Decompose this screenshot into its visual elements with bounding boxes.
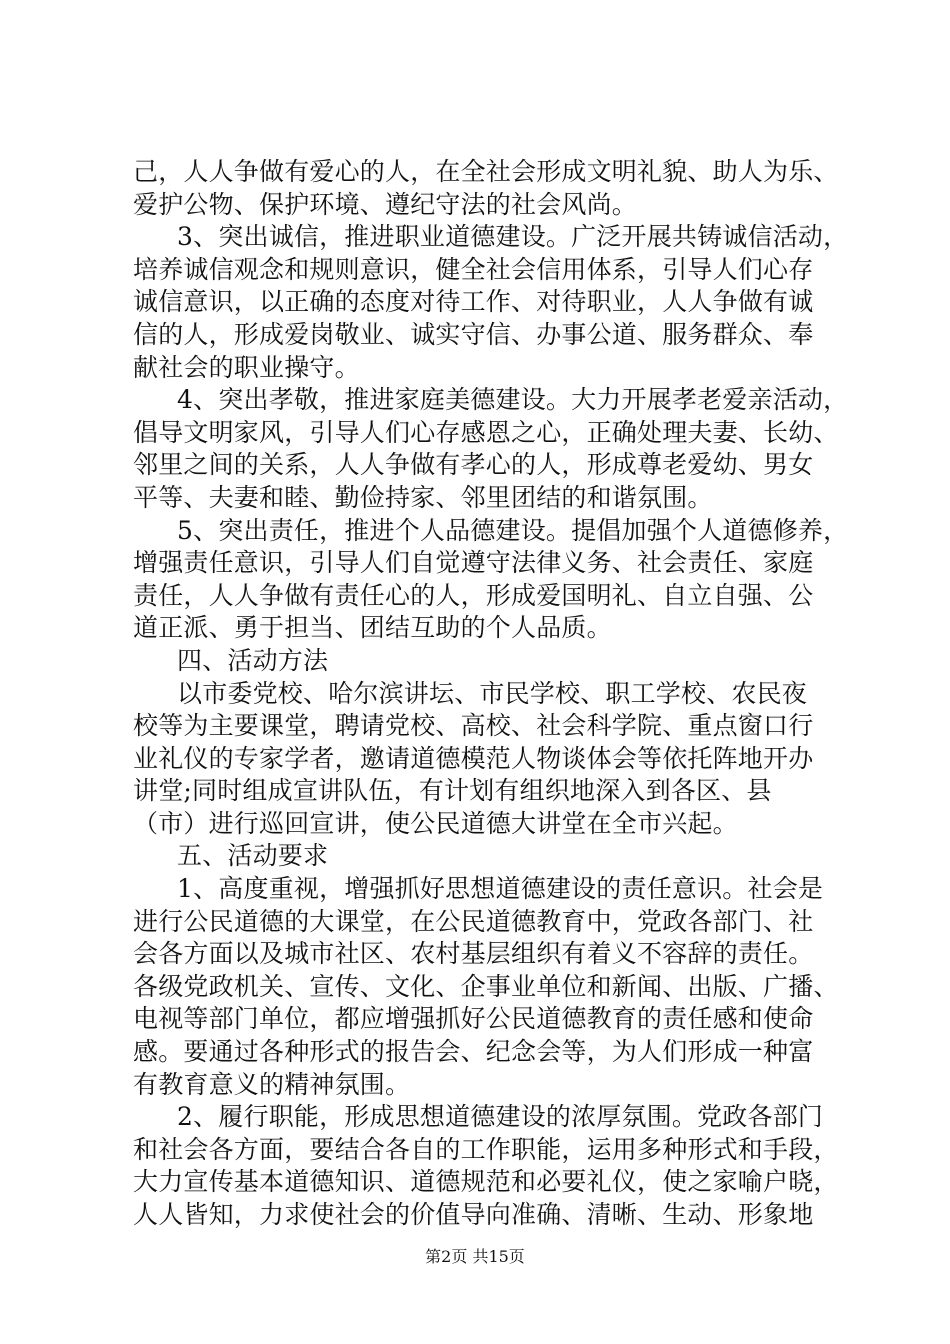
text-line: 爱护公物、保护环境、遵纪守法的社会风尚。 [133, 189, 638, 219]
text-line: 以市委党校、哈尔滨讲坛、市民学校、职工学校、农民夜 [177, 678, 808, 708]
text-line: 各级党政机关、宣传、文化、企事业单位和新闻、出版、广播、 [133, 971, 839, 1001]
document-body [133, 156, 849, 1232]
text-line: 感。要通过各种形式的报告会、纪念会等，为人们形成一种富 [133, 1037, 814, 1067]
text-line: 4、突出孝敬，推进家庭美德建设。大力开展孝老爱亲活动， [177, 385, 849, 415]
text-line: 校等为主要课堂，聘请党校、高校、社会科学院、重点窗口行 [133, 711, 814, 741]
text-line: 增强责任意识，引导人们自觉遵守法律义务、社会责任、家庭 [133, 548, 814, 578]
text-line: 讲堂;同时组成宣讲队伍，有计划有组织地深入到各区、县 [133, 776, 772, 806]
text-line: 5、突出责任，推进个人品德建设。提倡加强个人道德修养， [177, 515, 849, 545]
text-line: 业礼仪的专家学者，邀请道德模范人物谈体会等依托阵地开办 [133, 743, 814, 773]
text-line: 四、活动方法 [177, 645, 329, 675]
text-line: 诚信意识，以正确的态度对待工作、对待职业，人人争做有诚 [133, 287, 814, 317]
text-line: 会各方面以及城市社区、农村基层组织有着义不容辞的责任。 [133, 939, 814, 969]
text-line: 电视等部门单位，都应增强抓好公民道德教育的责任感和使命 [133, 1004, 814, 1034]
page-footer: 第2页 共15页 [425, 1247, 525, 1266]
text-line: 进行公民道德的大课堂，在公民道德教育中，党政各部门、社 [133, 906, 814, 936]
text-line: 五、活动要求 [177, 841, 329, 871]
text-line: 和社会各方面，要结合各自的工作职能，运用多种形式和手段， [133, 1134, 839, 1164]
text-line: 2、履行职能，形成思想道德建设的浓厚氛围。党政各部门 [177, 1102, 824, 1132]
text-line: 大力宣传基本道德知识、道德规范和必要礼仪，使之家喻户晓， [133, 1167, 839, 1197]
text-line: 平等、夫妻和睦、勤俭持家、邻里团结的和谐氛围。 [133, 482, 713, 512]
text-line: 道正派、勇于担当、团结互助的个人品质。 [133, 613, 612, 643]
text-line: 有教育意义的精神氛围。 [133, 1069, 411, 1099]
text-line: 人人皆知，力求使社会的价值导向准确、清晰、生动、形象地 [133, 1200, 814, 1229]
text-line: 3、突出诚信，推进职业道德建设。广泛开展共铸诚信活动， [177, 222, 849, 252]
text-line: （市）进行巡回宣讲，使公民道德大讲堂在全市兴起。 [133, 808, 738, 838]
text-line: 责任，人人争做有责任心的人，形成爱国明礼、自立自强、公 [133, 580, 814, 610]
text-line: 培养诚信观念和规则意识，健全社会信用体系，引导人们心存 [133, 254, 814, 284]
text-line: 倡导文明家风，引导人们心存感恩之心，正确处理夫妻、长幼、 [133, 417, 839, 447]
text-line: 献社会的职业操守。 [133, 352, 360, 382]
text-line: 邻里之间的关系，人人争做有孝心的人，形成尊老爱幼、男女 [133, 450, 814, 480]
text-line: 1、高度重视，增强抓好思想道德建设的责任意识。社会是 [177, 874, 824, 904]
text-line: 己，人人争做有爱心的人，在全社会形成文明礼貌、助人为乐、 [133, 157, 839, 186]
text-line: 信的人，形成爱岗敬业、诚实守信、办事公道、服务群众、奉 [133, 319, 814, 349]
